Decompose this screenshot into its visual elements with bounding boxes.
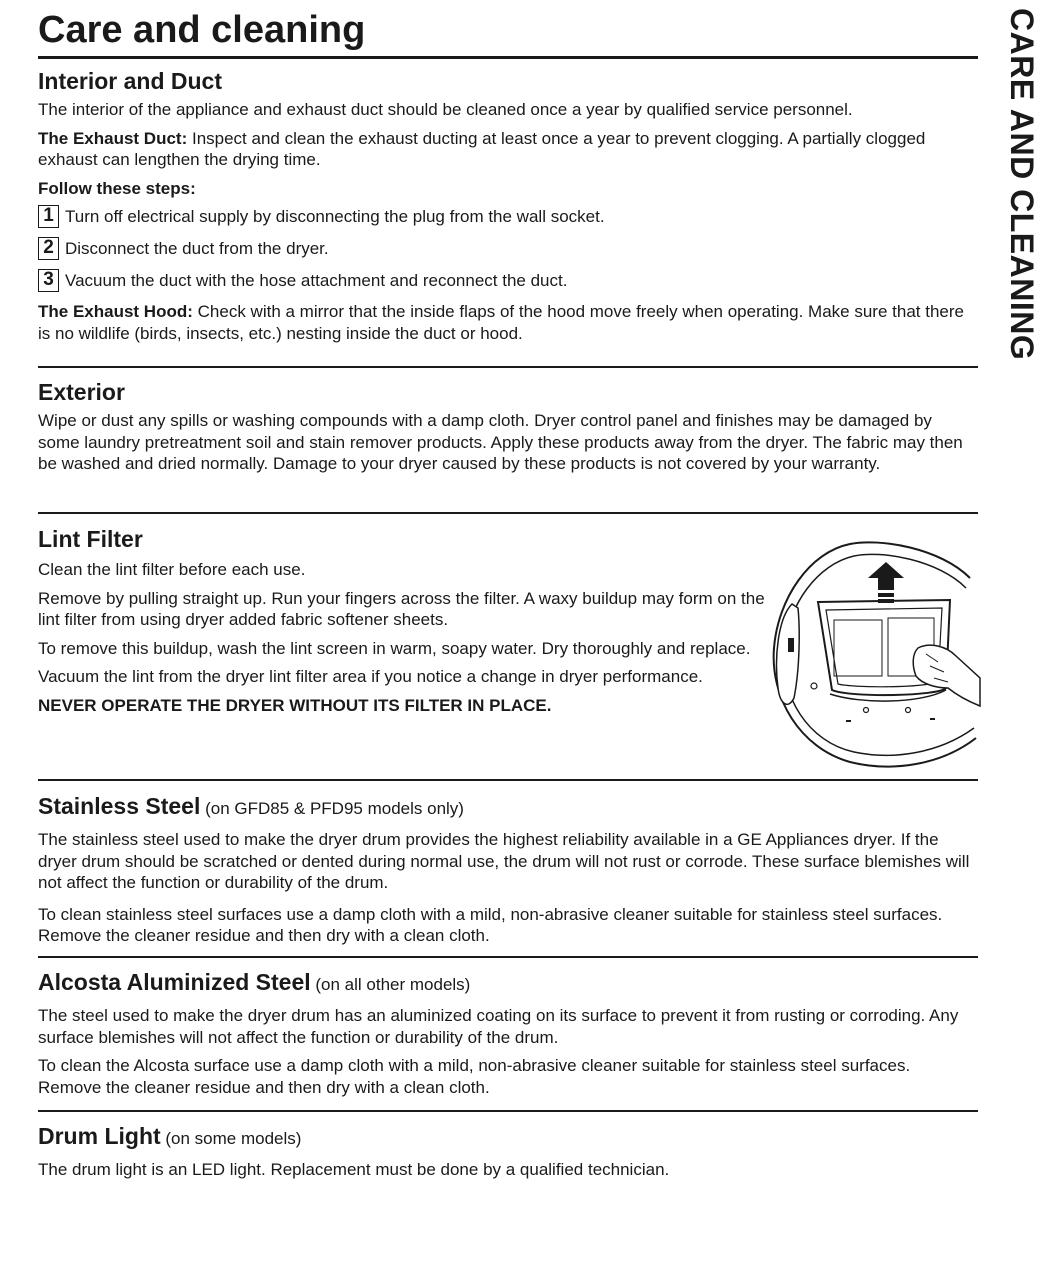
- lint-warning-text: NEVER OPERATE THE DRYER WITHOUT ITS FILTER IN PLACE.: [38, 695, 552, 715]
- step-number: 2: [38, 237, 59, 260]
- exterior-text: Wipe or dust any spills or washing compounds with a damp cloth. Dryer control panel and finishes may be damaged by some laundry pretreatment soil and stain remover products. Apply these products away from the dryer. The fabric may then be washed and dried normally. Damage to your dryer caused by these products is not covered by your warranty.: [38, 411, 963, 473]
- exhaust-duct-paragraph: [38, 128, 978, 171]
- steps-label-text: Follow these steps:: [38, 178, 196, 198]
- stainless-p2: To clean stainless steel surfaces use a damp cloth with a mild, non-abrasive cleaner suitable for stainless steel surfaces. Remove the cleaner residue and then dry with a clean cloth.: [38, 904, 943, 945]
- dryer-lint-filter-illustration: [770, 538, 982, 770]
- step-1: [38, 205, 978, 228]
- step-number: 3: [38, 269, 59, 292]
- exhaust-duct-label: The Exhaust Duct:: [38, 128, 188, 148]
- side-tab-label: CARE AND CLEANING: [1004, 8, 1040, 361]
- stainless-qualifier: (on GFD85 & PFD95 models only): [200, 799, 464, 818]
- steps-label: [38, 178, 978, 200]
- exhaust-hood-paragraph: [38, 301, 978, 344]
- section-lint-filter: [38, 514, 978, 781]
- exterior-heading: Exterior: [38, 379, 125, 405]
- step-text: Vacuum the duct with the hose attachment and reconnect the duct.: [65, 270, 568, 290]
- section-stainless-steel: [38, 781, 978, 958]
- stainless-heading: [38, 792, 978, 823]
- drum-light-heading-text: Drum Light: [38, 1123, 161, 1149]
- lint-p4: Vacuum the lint from the dryer lint filter area if you notice a change in dryer performance.: [38, 667, 703, 686]
- alcosta-heading-text: Alcosta Aluminized Steel: [38, 969, 311, 995]
- step-text: Turn off electrical supply by disconnecting the plug from the wall socket.: [65, 206, 605, 226]
- page: [38, 0, 978, 1181]
- exhaust-hood-label: The Exhaust Hood:: [38, 302, 193, 321]
- section-interior-duct: [38, 59, 978, 368]
- section-alcosta: [38, 958, 978, 1112]
- lint-p2: Remove by pulling straight up. Run your fingers across the filter. A waxy buildup may form on the lint filter from using dryer added fabric softener sheets.: [38, 588, 765, 629]
- drum-light-qualifier: (on some models): [160, 1129, 302, 1148]
- stainless-p1: The stainless steel used to make the dryer drum provides the highest reliability available in a GE Appliances dryer. If the dryer drum should be scratched or dented during normal use, the drum will not rust or corrode. These surface blemishes will not affect the function or durability of the drum.: [38, 830, 970, 892]
- alcosta-qualifier: (on all other models): [310, 975, 471, 994]
- step-3: [38, 269, 978, 292]
- lint-heading: Lint Filter: [38, 526, 143, 552]
- alcosta-p1: The steel used to make the dryer drum has an aluminized coating on its surface to prevent it from rusting or corroding. Any surface blemishes will not affect the function or durability of the drum.: [38, 1006, 959, 1047]
- section-drum-light: [38, 1112, 978, 1181]
- lint-warning: [38, 695, 768, 717]
- lint-p3: To remove this buildup, wash the lint screen in warm, soapy water. Dry thoroughly and replace.: [38, 638, 751, 658]
- lint-text-block: [38, 559, 768, 716]
- interior-heading: Interior and Duct: [38, 68, 223, 94]
- exhaust-duct-text: Inspect and clean the exhaust ducting at least once a year to prevent clogging. A partially clogged exhaust can lengthen the drying time.: [38, 128, 926, 169]
- side-tab: [1002, 8, 1042, 408]
- drum-light-heading: [38, 1122, 978, 1153]
- interior-intro: The interior of the appliance and exhaust duct should be cleaned once a year by qualified service personnel.: [38, 100, 853, 119]
- step-text: Disconnect the duct from the dryer.: [65, 238, 329, 258]
- drum-light-text: The drum light is an LED light. Replacement must be done by a qualified technician.: [38, 1160, 670, 1179]
- lint-p1: Clean the lint filter before each use.: [38, 560, 306, 579]
- alcosta-p2: To clean the Alcosta surface use a damp cloth with a mild, non-abrasive cleaner suitable for stainless steel surfaces. Remove the cleaner residue and then dry with a clean cloth.: [38, 1056, 911, 1097]
- step-number: 1: [38, 205, 59, 228]
- alcosta-heading: [38, 968, 978, 999]
- step-2: [38, 237, 978, 260]
- exhaust-hood-text: Check with a mirror that the inside flaps of the hood move freely when operating. Make sure that there is no wildlife (birds, insects, etc.) nesting inside the duct or hood.: [38, 302, 964, 343]
- stainless-heading-text: Stainless Steel: [38, 793, 201, 819]
- page-title: Care and cleaning: [38, 0, 978, 59]
- section-exterior: [38, 368, 978, 514]
